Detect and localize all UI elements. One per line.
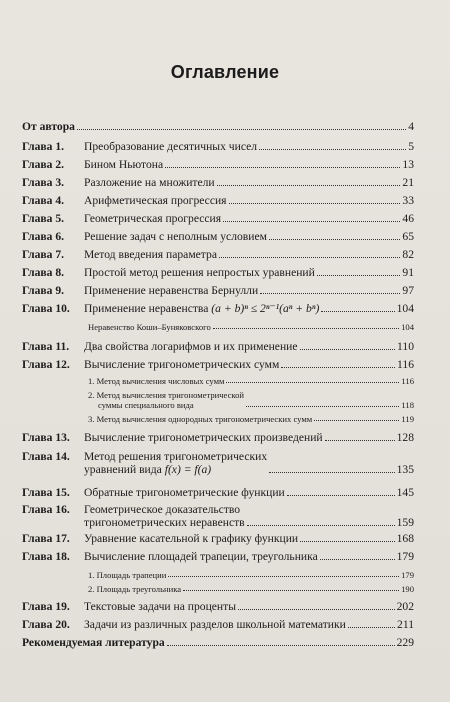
entry-title-text: Применение неравенства xyxy=(84,302,209,315)
toc-subentry xyxy=(88,322,414,332)
entry-title: Задачи из различных разделов школьной математики xyxy=(84,618,346,631)
leader-dots xyxy=(219,256,400,258)
page-number: 202 xyxy=(396,600,414,613)
toc-subentry xyxy=(88,414,414,424)
entry-title xyxy=(84,450,267,476)
toc-entry xyxy=(22,358,414,371)
leader-dots xyxy=(238,608,395,610)
leader-dots xyxy=(287,494,395,496)
toc-entry xyxy=(22,176,414,189)
chapter-label: Глава 10. xyxy=(22,302,70,315)
chapter-label: Глава 16. xyxy=(22,503,70,516)
leader-dots xyxy=(348,626,395,628)
chapter-label: Глава 15. xyxy=(22,486,70,499)
toc-entry xyxy=(22,550,414,563)
page-number: 13 xyxy=(402,158,414,171)
leader-dots xyxy=(314,419,399,421)
leader-dots xyxy=(213,327,399,329)
leader-dots xyxy=(269,238,400,240)
entry-title: 2. Площадь треугольника xyxy=(88,584,182,594)
page-number: 179 xyxy=(401,570,414,580)
chapter-label: Глава 11. xyxy=(22,340,70,353)
leader-dots xyxy=(247,524,395,526)
entry-title: Решение задач с неполным условием xyxy=(84,230,267,243)
leader-dots xyxy=(168,575,399,577)
page-title: Оглавление xyxy=(170,62,280,82)
page-number: 91 xyxy=(402,266,414,279)
chapter-label: Глава 19. xyxy=(22,600,70,613)
entry-title xyxy=(84,302,319,315)
leader-dots xyxy=(317,274,401,276)
entry-title: Разложение на множители xyxy=(84,176,215,189)
toc-entry xyxy=(22,266,414,279)
entry-title: Применение неравенства Бернулли xyxy=(84,284,259,297)
page-number: 116 xyxy=(401,376,414,386)
page-number: 33 xyxy=(402,194,414,207)
leader-dots xyxy=(223,220,400,222)
toc-entry xyxy=(22,230,414,243)
leader-dots xyxy=(269,471,394,473)
leader-dots xyxy=(325,439,395,441)
page-number: 110 xyxy=(397,340,414,353)
entry-title: Вычисление тригонометрических произведений xyxy=(84,431,323,444)
leader-dots xyxy=(281,366,395,368)
page-number: 211 xyxy=(397,618,414,631)
entry-title-line1: 2. Метод вычисления тригонометрической xyxy=(88,390,245,400)
toc-entry xyxy=(22,248,414,261)
toc-entry xyxy=(22,140,414,153)
chapter-label: Глава 20. xyxy=(22,618,70,631)
toc-entry xyxy=(22,503,414,529)
toc-subentry xyxy=(88,390,414,410)
toc-subentry xyxy=(88,570,414,580)
entry-title: Рекомендуемая литература xyxy=(22,636,165,649)
entry-title-line2-text: уравнений вида xyxy=(84,463,162,476)
leader-dots xyxy=(321,310,394,312)
chapter-label: Глава 9. xyxy=(22,284,65,297)
entry-title: 1. Метод вычисления числовых сумм xyxy=(88,376,225,386)
leader-dots xyxy=(260,292,400,294)
page-number: 168 xyxy=(396,532,414,545)
toc-subentry xyxy=(88,376,414,386)
leader-dots xyxy=(167,644,395,646)
entry-title xyxy=(88,390,244,410)
toc-entry xyxy=(22,450,414,476)
entry-title: Бином Ньютона xyxy=(84,158,164,171)
entry-title: 3. Метод вычисления однородных тригонометрических сумм xyxy=(88,414,313,424)
page-number: 145 xyxy=(396,486,414,499)
chapter-label: Глава 3. xyxy=(22,176,65,189)
leader-dots xyxy=(300,348,396,350)
entry-title: Обратные тригонометрические функции xyxy=(84,486,285,499)
page-number: 5 xyxy=(408,140,414,153)
entry-title: Простой метод решения непростых уравнений xyxy=(84,266,315,279)
toc-entry xyxy=(22,600,414,613)
page-number: 135 xyxy=(396,463,414,476)
inequality-formula: (a + b)ⁿ ≤ 2ⁿ⁻¹(aⁿ + bⁿ) xyxy=(211,302,320,315)
chapter-label: Глава 6. xyxy=(22,230,65,243)
chapter-label: Глава 5. xyxy=(22,212,65,225)
leader-dots xyxy=(300,540,394,542)
page-number: 119 xyxy=(401,414,414,424)
page-number: 21 xyxy=(402,176,414,189)
toc-entry xyxy=(22,532,414,545)
page-number: 65 xyxy=(402,230,414,243)
leader-dots xyxy=(229,202,401,204)
entry-title: Метод введения параметра xyxy=(84,248,217,261)
leader-dots xyxy=(183,589,399,591)
page-number: 104 xyxy=(396,302,414,315)
toc-entry xyxy=(22,618,414,631)
page-number: 128 xyxy=(396,431,414,444)
entry-title: Арифметическая прогрессия xyxy=(84,194,227,207)
toc-entry xyxy=(22,158,414,171)
entry-title-line1: Геометрическое доказательство xyxy=(84,503,241,516)
page-number: 118 xyxy=(401,400,414,410)
toc-entry xyxy=(22,486,414,499)
toc-entry xyxy=(22,302,414,315)
entry-title: Уравнение касательной к графику функции xyxy=(84,532,299,545)
toc-entry xyxy=(22,194,414,207)
leader-dots xyxy=(259,148,406,150)
leader-dots xyxy=(77,128,406,130)
leader-dots xyxy=(320,558,395,560)
chapter-label: Глава 17. xyxy=(22,532,70,545)
toc-entry xyxy=(22,120,414,133)
entry-title: Преобразование десятичных чисел xyxy=(84,140,258,153)
chapter-label: Глава 7. xyxy=(22,248,65,261)
page-number: 159 xyxy=(396,516,414,529)
leader-dots xyxy=(217,184,401,186)
entry-title: Текстовые задачи на проценты xyxy=(84,600,236,613)
chapter-label: Глава 2. xyxy=(22,158,65,171)
page-number: 46 xyxy=(402,212,414,225)
entry-title-line2 xyxy=(84,463,267,476)
page-number: 97 xyxy=(402,284,414,297)
page-number: 190 xyxy=(401,584,414,594)
page-number: 116 xyxy=(397,358,414,371)
chapter-label: Глава 13. xyxy=(22,431,70,444)
leader-dots xyxy=(246,405,399,407)
toc-subentry xyxy=(88,584,414,594)
chapter-label: Глава 1. xyxy=(22,140,65,153)
chapter-label: Глава 8. xyxy=(22,266,65,279)
toc-entry xyxy=(22,340,414,353)
leader-dots xyxy=(165,166,400,168)
equation-formula: f(x) = f(a) xyxy=(164,463,212,476)
page-number: 179 xyxy=(396,550,414,563)
page-number: 104 xyxy=(401,322,414,332)
chapter-label: Глава 4. xyxy=(22,194,65,207)
chapter-label: Глава 12. xyxy=(22,358,70,371)
entry-title: Геометрическая прогрессия xyxy=(84,212,222,225)
entry-title: От автора xyxy=(22,120,75,133)
chapter-label: Глава 18. xyxy=(22,550,70,563)
entry-title-line1: Метод решения тригонометрических xyxy=(84,450,268,463)
toc-entry xyxy=(22,284,414,297)
toc-entry xyxy=(22,431,414,444)
page-number: 82 xyxy=(402,248,414,261)
entry-title xyxy=(84,503,245,529)
chapter-label: Глава 14. xyxy=(22,450,70,463)
entry-title-line2: суммы специального вида xyxy=(98,400,194,410)
toc-entry xyxy=(22,212,414,225)
entry-title: Неравенство Коши–Буняковского xyxy=(88,322,211,332)
page-number: 4 xyxy=(408,120,414,133)
entry-title-line2: тригонометрических неравенств xyxy=(84,516,245,529)
entry-title: Вычисление тригонометрических сумм xyxy=(84,358,280,371)
page-number: 229 xyxy=(396,636,414,649)
toc-entry xyxy=(22,636,414,649)
leader-dots xyxy=(226,381,399,383)
entry-title: 1. Площадь трапеции xyxy=(88,570,167,580)
entry-title: Два свойства логарифмов и их применение xyxy=(84,340,298,353)
entry-title: Вычисление площадей трапеции, треугольника xyxy=(84,550,318,563)
